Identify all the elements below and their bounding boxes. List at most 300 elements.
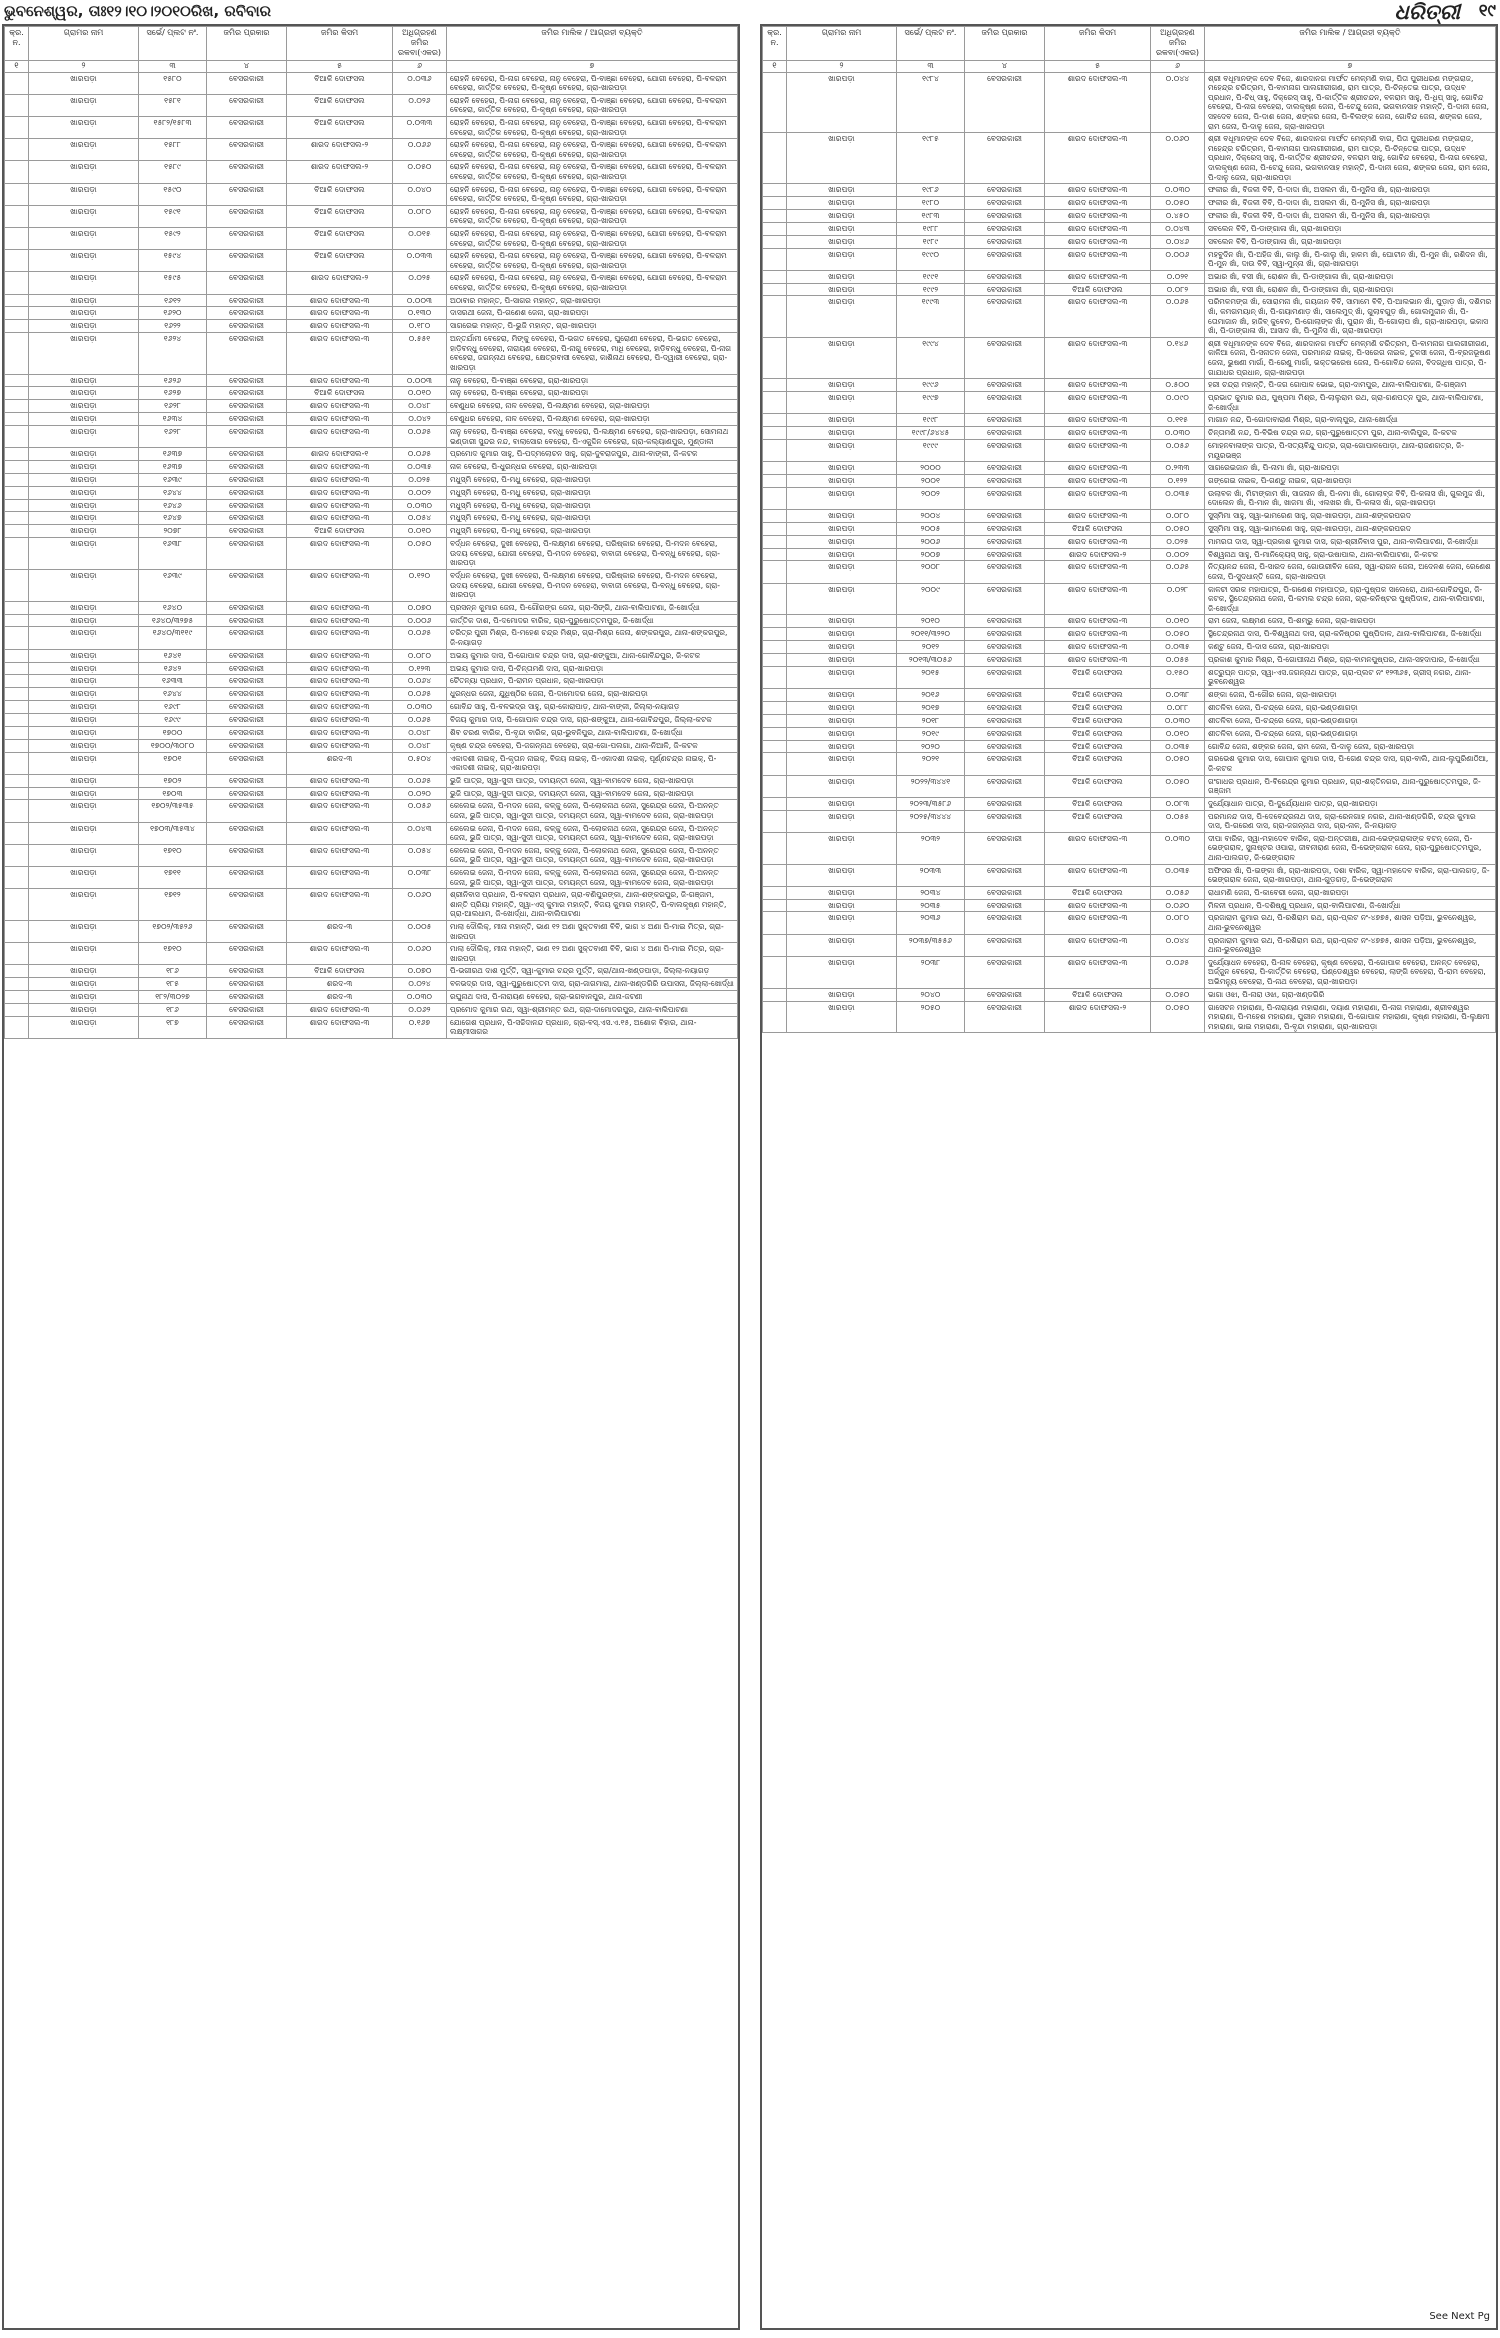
cell-owner: ମଧୁସ୍ମି ବେହେରା, ପି-ମଧୁ ବେହେରା, ଗ୍ରା-ଖାରପଡ଼ା: [447, 512, 738, 525]
cell-land-kind: ଶାରଦ ଦୋଫସଲ-୩: [1045, 641, 1151, 654]
cell-village: ଖାରପଡ଼ା: [787, 899, 897, 912]
cell-land-type: ବେସରକାରୀ: [965, 270, 1045, 283]
cell-land-type: ବେସରକାରୀ: [965, 714, 1045, 727]
table-row: [763, 248, 1496, 270]
table-row: [763, 775, 1496, 797]
col-num: ୩: [139, 60, 207, 72]
next-page-note: See Next Pg: [1429, 2311, 1490, 2322]
cell-serial: [763, 439, 787, 461]
cell-serial: [5, 688, 29, 701]
cell-plot: ୧୫୯୪: [139, 250, 207, 272]
table-row: [5, 117, 738, 139]
cell-plot: ୧୬୯୯: [139, 713, 207, 726]
cell-owner: ରଘୁନାଥ ଦାସ, ପି-ନାରାୟଣ ବେହେରା, ଗ୍ରା-ଭଗବାନପୁର, ଥାନା-ଜଟଣୀ: [447, 991, 738, 1004]
table-row: [763, 535, 1496, 548]
header-owner: ଜମିର ମାଲିକ / ଆଗ୍ରହୀ ବ୍ୟକ୍ତି: [1205, 27, 1496, 61]
cell-serial: [5, 205, 29, 227]
cell-area: ୦.୦୩୫: [1151, 740, 1205, 753]
column-number-row: [5, 60, 738, 72]
cell-land-kind: ଶାରଦ ଦୋଫସଲ-୩: [1045, 72, 1151, 133]
cell-land-type: ବେସରକାରୀ: [965, 296, 1045, 337]
cell-plot: ୧୯୮୦: [897, 197, 965, 210]
cell-land-kind: ଶାରଦ ଦୋଫସଲ-୩: [1045, 615, 1151, 628]
table-row: [5, 866, 738, 888]
cell-land-type: ବେସରକାରୀ: [965, 535, 1045, 548]
cell-land-type: ବେସରକାରୀ: [207, 139, 287, 161]
cell-village: ଖାରପଡ଼ା: [787, 439, 897, 461]
cell-village: ଖାରପଡ଼ା: [787, 615, 897, 628]
cell-area: ୦.୫୦୪: [393, 752, 447, 774]
cell-land-type: ବେସରକାରୀ: [965, 583, 1045, 615]
cell-land-kind: ବିଆଳି ଦୋଫସଲ: [287, 183, 393, 205]
cell-serial: [5, 1003, 29, 1016]
cell-owner: କାର୍ତ୍ତିକ ଦାଶ, ପି-ଦମୋଦର ବାରିକ, ଗ୍ରା-ପୁରୁଷୋତ୍ତମପୁର, ଜି-ଖୋର୍ଦ୍ଧା: [447, 614, 738, 627]
cell-land-kind: ଶାରଦ ଦୋଫସଲ-୩: [287, 400, 393, 413]
cell-land-type: ବେସରକାରୀ: [207, 94, 287, 116]
cell-land-kind: ଶାରଦ ଦୋଫସଲ-୩: [1045, 628, 1151, 641]
cell-owner: ଅନ୍ତର୍ଯାମୀ ବେହେରା, ମିଙ୍କୁ ବେହେରା, ପି-ଭଗତ ବେହେରା, ଘୁରୋଣୀ ବେହେରା, ପି-ଭଗତ ବେହେରା, ହାଡ଼ିବନ୍ଧୁ ବେହେରା, ନାରାୟଣ ବେହେରା, ପି-ନାଗୁ ବେହେରା, ମାଧି ବେହେରା, ହାଡ଼ିବନ୍ଧୁ ବେହେରା, ପି-ନାଗ ବେହେରା, ଜଗନ୍ନାଥ ବେହେରା, କ୍ଷେତ୍ରବାସୀ ବେହେରା, କାଶିନାଥ ବେହେରା, ପି-ଦ୍ୱାରୀ ବେହେରା, ଗ୍ରା-ଖାରପଡ଼ା: [447, 333, 738, 374]
cell-land-type: ବେସରକାରୀ: [207, 117, 287, 139]
cell-land-type: ବେସରକାରୀ: [207, 889, 287, 921]
cell-area: ୦.୧୬୭: [393, 1016, 447, 1038]
cell-plot: ୧୫୯୫: [139, 272, 207, 294]
cell-area: ୦.୦୪୮: [393, 739, 447, 752]
cell-village: ଖାରପଡ଼ା: [787, 561, 897, 583]
cell-village: ଖାରପଡ଼ା: [29, 272, 139, 294]
cell-serial: [763, 248, 787, 270]
cell-owner: ଗରଭେଶ କୁମାର ଦାସ, ଗୋପାଳ କୁମାର ଦାସ, ପି-ଗେଣ ଚନ୍ଦ୍ର ଦାସ, ଗ୍ରା-ବାଲି, ଥାନା-ଲୁପୁରିଣାଠିଆ, ଜି-କଟକ: [1205, 753, 1496, 775]
col-num: ୬: [393, 60, 447, 72]
cell-land-kind: ଶାରଦ ଦୋଫସଲ-୩: [287, 601, 393, 614]
cell-land-type: ବେସରକାରୀ: [965, 337, 1045, 378]
cell-serial: [763, 462, 787, 475]
cell-land-kind: ଶାରଦ ଦୋଫସଲ-୩: [287, 374, 393, 387]
table-row: [763, 701, 1496, 714]
cell-land-kind: ବିଆଳି ଦୋଫସଲ: [287, 205, 393, 227]
cell-owner: ମାମରତା ଦାସ, ସ୍ୱା-ପ୍ରକାଶ କୁମାର ଦାସ, ଗ୍ରା-ଶ୍ରୀନିବାସ ପୁର, ଥାନା-ବାଲିପାଟଣା, ଜି-ଖୋର୍ଦ୍ଧା: [1205, 535, 1496, 548]
cell-serial: [763, 810, 787, 832]
header-area: ଅଧିଗ୍ରହଣ ଜମିର ରକବା(ଏକର): [1151, 27, 1205, 61]
cell-plot: ୨୦୧୨: [897, 641, 965, 654]
cell-land-type: ବେସରକାରୀ: [207, 675, 287, 688]
cell-owner: କେଲେଇ ଜେନା, ପି-ମଦନ ଜେନା, କଳ୍କୁ ଜେନା, ପି-ଲୋକନାଥ ଜେନା, ସୁରେନ୍ଦ୍ର ଜେନା, ପି-ଅନନ୍ତ ଜେନା, ଭୁଜି ପାତ୍ର, ସ୍ୱା-ସୁଦୀ ପାତ୍ର, ଦମୟନ୍ତୀ ଜେନା, ସ୍ୱା-ବାମଦେବ ଜେନା, ଗ୍ରା-ଖାରପଡ଼ା: [447, 844, 738, 866]
cell-owner: ବଳଭଦ୍ର ଦାସ, ସ୍ୱା-ପୁରୁଷୋତ୍ତମ ଦାସ, ଗ୍ରା-ଜାଗମାରା, ଥାନା-ଖଣ୍ଡଗିରି ଉପାସନା, ଜିଲ୍ଲା-ଖୋର୍ଦ୍ଧା: [447, 978, 738, 991]
cell-plot: ୧୬୨୬: [139, 374, 207, 387]
cell-plot: ୧୯୮୮: [897, 222, 965, 235]
cell-land-kind: ବିଆଳି ଦୋଫସଲ: [287, 387, 393, 400]
table-row: [763, 740, 1496, 753]
cell-plot: ୧୬୩୩: [139, 675, 207, 688]
cell-serial: [5, 943, 29, 965]
cell-area: ୦.୦୮୮: [1151, 701, 1205, 714]
cell-land-type: ବେସରକାରୀ: [207, 374, 287, 387]
cell-serial: [5, 601, 29, 614]
cell-owner: ପ୍ରସନ୍ନ କୁମାର ଜେନା, ପି-ଗୌରଙ୍ଗ ଜେନା, ଗ୍ରା-ସିଙ୍ଗି, ଥାନା-ବାଲିପାଟଣା, ଜି-ଖୋର୍ଦ୍ଧା: [447, 601, 738, 614]
cell-land-kind: ଶାରଦ ଦୋଫସଲ-୩: [287, 499, 393, 512]
cell-plot: ୨୦୪୦: [897, 988, 965, 1001]
cell-village: ଖାରପଡ଼ା: [29, 889, 139, 921]
table-row: [5, 662, 738, 675]
table-row: [5, 978, 738, 991]
cell-land-type: ବେସରକାରୀ: [207, 752, 287, 774]
cell-serial: [763, 337, 787, 378]
cell-owner: ଶ୍ରୀନିବାସ ପ୍ରଧାନ, ପି-ବଳରାମ ପ୍ରଧାନ, ଗ୍ରା-ବଣିପୁରଙ୍କା, ଥାନା-ଶଙ୍କରପୁର, ଜି-ଗଞ୍ଜାମ, ଶାନ୍ତି ପ୍ରିୟା ମହାନ୍ତି, ସ୍ୱା-ଏସ୍ କୁମାର ମହାନ୍ତି, ବିଜୟ କୁମାର ମହାନ୍ତି, ପି-ବାଲକୃଷ୍ଣ ମହାନ୍ତି, ଗ୍ରା-ଆଲଧାମ, ଜି-ଖୋର୍ଦ୍ଧା, ଥାନା-ବାଲିପାଟଣା: [447, 889, 738, 921]
cell-plot: ୨୦୧୫: [897, 666, 965, 688]
cell-land-kind: ଶାରଦ ଦୋଫସଲ-୩: [287, 333, 393, 374]
cell-plot: ୧୭୦୨/୩୫୩୫: [139, 800, 207, 822]
cell-owner: ଚିନ୍ତାମଣି ନନ୍ଦ, ପି-ବିଭିଷ ଚନ୍ଦ୍ର ନନ୍ଦ, ଗ୍ରା-ପୁରୁଷୋତ୍ତମ ପୁର, ଥାନା-ବାଲିପୁର, ଜି-କଟକ: [1205, 427, 1496, 440]
cell-area: ୦.୦୧୦: [1151, 727, 1205, 740]
cell-village: ଖାରପଡ଼ା: [787, 72, 897, 133]
cell-village: ଖାରପଡ଼ା: [787, 628, 897, 641]
cell-serial: [5, 320, 29, 333]
cell-village: ଖାରପଡ଼ା: [29, 473, 139, 486]
cell-area: ୦.୦୫୬: [1151, 886, 1205, 899]
table-row: [5, 473, 738, 486]
cell-serial: [5, 822, 29, 844]
cell-land-kind: ଶାରଦ ଦୋଫସଲ-୩: [287, 726, 393, 739]
cell-area: ୦.୦୦୩: [393, 294, 447, 307]
cell-land-type: ବେସରକାରୀ: [207, 294, 287, 307]
cell-land-kind: ଶାରଦ ଦୋଫସଲ-୩: [287, 614, 393, 627]
cell-serial: [5, 486, 29, 499]
cell-area: ୦.୦୯୦: [1151, 392, 1205, 414]
cell-plot: ୧୬୨୮: [139, 425, 207, 447]
cell-plot: ୨୦୩୭/୩୫୫୬: [897, 934, 965, 956]
table-row: [5, 486, 738, 499]
cell-plot: ୧୬୩୭: [139, 461, 207, 474]
cell-land-type: ବେସରକାରୀ: [965, 740, 1045, 753]
cell-land-kind: ଶାରଦ ଦୋଫସଲ-୩: [1045, 414, 1151, 427]
cell-serial: [763, 1001, 787, 1033]
cell-land-kind: ଶାରଦ ଦୋଫସଲ-୩: [1045, 222, 1151, 235]
cell-area: ୦.୦୦୨: [393, 486, 447, 499]
cell-serial: [763, 535, 787, 548]
cell-village: ଖାରପଡ଼ା: [787, 270, 897, 283]
cell-land-type: ବେସରକାରୀ: [207, 307, 287, 320]
cell-area: ୦.୦୬୫: [393, 688, 447, 701]
cell-land-type: ବେସରକାରୀ: [965, 439, 1045, 461]
cell-land-kind: ଶାରଦ ଦୋଫସଲ-୩: [1045, 956, 1151, 988]
cell-village: ଖାରପଡ଼ା: [29, 649, 139, 662]
cell-land-type: ବେସରକାରୀ: [965, 561, 1045, 583]
cell-village: ଖାରପଡ଼ା: [787, 727, 897, 740]
cell-serial: [763, 886, 787, 899]
cell-area: ୦.୦୫୦: [393, 161, 447, 183]
cell-village: ଖାରପଡ଼ା: [29, 448, 139, 461]
cell-serial: [5, 991, 29, 1004]
cell-village: ଖାରପଡ଼ା: [787, 296, 897, 337]
cell-area: ୦.୦୬୫: [1151, 296, 1205, 337]
cell-plot: ୧୭୧୨: [139, 889, 207, 921]
cell-area: ୦.୦୦୬: [1151, 248, 1205, 270]
cell-land-type: ବେସରକାରୀ: [207, 701, 287, 714]
cell-plot: ୧୭୧୦: [139, 844, 207, 866]
cell-land-type: ବେସରକାରୀ: [207, 601, 287, 614]
cell-village: ଖାରପଡ଼ା: [787, 753, 897, 775]
cell-serial: [5, 701, 29, 714]
cell-owner: ଭୁଜି ପାତ୍ର, ସ୍ୱା-ସୁଦୀ ପାତ୍ର, ଦମୟନ୍ତୀ ଜେନା, ସ୍ୱା-ବାମଦେବ ଜେନା, ଗ୍ରା-ଖାରପଡ଼ା: [447, 774, 738, 787]
cell-village: ଖାରପଡ଼ା: [29, 117, 139, 139]
cell-owner: ରୋହନି ବେହେରା, ପି-ନାଗ ବେହେରା, ନାନୁ ବେହେରା, ପି-ବାଞ୍ଛା ବେହେରା, ଯୋଗୀ ବେହେରା, ପି-ବଳରାମ ବେହେରା, କାର୍ତ୍ତିକ ବେହେରା, ପି-କୃଷ୍ଣ ବେହେରା, ଗ୍ରା-ଖାରପଡ଼ା: [447, 161, 738, 183]
table-row: [5, 538, 738, 570]
cell-land-type: ବେସରକାରୀ: [207, 473, 287, 486]
cell-area: ୦.୦୩୦: [393, 701, 447, 714]
cell-land-kind: ଶାରଦ ଦୋଫସଲ-୩: [1045, 561, 1151, 583]
table-row: [763, 510, 1496, 523]
cell-land-type: ବେସରକାରୀ: [207, 726, 287, 739]
cell-serial: [5, 525, 29, 538]
cell-serial: [763, 487, 787, 509]
cell-plot: ୨୦୩୨: [897, 832, 965, 864]
table-row: [5, 205, 738, 227]
table-row: [5, 787, 738, 800]
cell-owner: ବର୍ଦ୍ଧନ ବେହେରା, ଦୁଖୀ ବେହେରା, ପି-ଲକ୍ଷ୍ମଣ ବେହେରା, ପରିଷ୍କାର ବେହେରା, ପି-ମଦନ ବେହେରା, ଉଦୟ ବେହେରା, ଯୋଗୀ ବେହେରା, ପି-ମଦନ ବେହେରା, ବାବାଜୀ ବେହେରା, ପି-ବନ୍ଧୁ ବେହେରା, ଗ୍ରା-ଖାରପଡ଼ା: [447, 569, 738, 601]
cell-area: ୦.୦୬୫: [393, 713, 447, 726]
table-row: [763, 414, 1496, 427]
cell-land-kind: ଶାରଦ ଦୋଫସଲ-୩: [287, 866, 393, 888]
cell-area: ୦.୦୪୩: [393, 822, 447, 844]
cell-owner: ସାଗରେଇ ମହାନ୍ତ, ପି-ଭୁଜି ମହାନ୍ତ, ଗ୍ରା-ଖାରପଡ଼ା: [447, 320, 738, 333]
cell-village: ଖାରପଡ଼ା: [29, 486, 139, 499]
cell-area: ୦.୦୨୪: [393, 978, 447, 991]
cell-village: ଖାରପଡ଼ା: [29, 943, 139, 965]
cell-owner: କଣ୍ଟୁ ଜେନା, ପି-ଦାସ ଜେନା, ଗ୍ରା-ଖାରପଡ଼ା: [1205, 641, 1496, 654]
cell-owner: ଶୀତଳିବା ଜେନା, ପି-ଚନ୍ଦ୍ରେ ଜେନା, ଗ୍ରା-ଭଣ୍ଡଣାଗଡ଼ା: [1205, 701, 1496, 714]
cell-land-type: ବେସରକାରୀ: [207, 688, 287, 701]
cell-land-type: ବେସରକାରୀ: [965, 886, 1045, 899]
cell-village: ଖାରପଡ଼ା: [29, 1003, 139, 1016]
cell-village: ଖାରପଡ଼ା: [29, 413, 139, 426]
cell-owner: କୃଷ୍ଣ ଚନ୍ଦ୍ର ବେହେରା, ପି-ଜଗନ୍ନାଥ ବେହେରା, ଗ୍ରା-ଗୋ-ପଲଗା, ଥାନା-ନିଆଳି, ଜି-କଟକ: [447, 739, 738, 752]
cell-plot: ୧୭୦୨: [139, 774, 207, 787]
table-row: [763, 197, 1496, 210]
right-column: [760, 24, 1498, 2330]
cell-land-kind: ଶାରଦ ଦୋଫସଲ-୩: [287, 787, 393, 800]
cell-land-type: ବେସରକାରୀ: [965, 510, 1045, 523]
cell-serial: [5, 627, 29, 649]
cell-land-kind: ଶାରଦ ଦୋଫସଲ-୨: [287, 139, 393, 161]
cell-area: ୦.୦୧୫: [393, 228, 447, 250]
cell-area: ୦.୦୨୬: [393, 94, 447, 116]
cell-plot: ୧୭୧୦: [139, 943, 207, 965]
cell-plot: ୧୮୨/୩୦୨୭: [139, 991, 207, 1004]
cell-land-type: ବେସରକାରୀ: [965, 475, 1045, 488]
cell-serial: [763, 832, 787, 864]
cell-plot: ୨୦୨୫/୩୪୪୪: [897, 810, 965, 832]
cell-serial: [5, 649, 29, 662]
cell-land-type: ବେସରକାରୀ: [207, 72, 287, 94]
cell-village: ଖାରପଡ଼ା: [787, 775, 897, 797]
cell-village: ଖାରପଡ଼ା: [29, 294, 139, 307]
cell-serial: [763, 270, 787, 283]
cell-owner: ଶ୍ରୀ ବଧୂମାନଙ୍କ ଦେବ ବିଜେ, ଶାରଦାନଗ ମାର୍ଫତ ମେଳ୍ମଣି ବାଗ, ପିତା ପୁରୀଧରଣ ମଙ୍ଗରାଜ, ମହେନ୍ଦ୍ର ଚରିତ୍ରମ, ପି-ବାମନାଗ ପାଲଗୀରୀଗଣ, ରାମ ପାତ୍ର, ପି-ଚିନ୍ତେଇ ପାତ୍ର, ଉଦ୍ଧବ ପ୍ରଧାନ, ପି-ଚିଧ୍ ସାହୁ, ଦିକ୍ରେସ୍ ସାହୁ, ପି-କାର୍ତ୍ତିକ ଶ୍ରୀଚନ୍ଦନ, ବଳରାମ ସାହୁ, ପି-ଧିପ୍ ସାହୁ, ଗୋବିନ୍ଦ ବେହେରା, ପି-ନାଗ ବେହେରା, ଦାଲକୃଷ୍ଣ ଜେନା, ପି-ଟେନ୍ଦୁ ଜେନା, ଭଗବାନସାହ ମହାନ୍ତି, ପି-ଦାନୀ ଜେନା, ସହଦେବ ଜେନା, ପି-ଦାଶ ଜେନା, ଶଙ୍କର ଜେନା, ପି-ବିଲଙ୍କ ଜେନା, ଗୋବିନ୍ଦ ଜେନା, ଶଙ୍କର ଜେନା, ରାମ ଜେନା, ପି-ଦାଳୁ ଜେନା, ଗ୍ରା-ଖାରପଡ଼ା: [1205, 72, 1496, 133]
cell-land-kind: ବିଆଳି ଦୋଫସଲ: [287, 72, 393, 94]
cell-serial: [5, 387, 29, 400]
cell-land-kind: ଶାରଦ ଦୋଫସଲ-୨: [287, 272, 393, 294]
table-row: [5, 448, 738, 461]
cell-village: ଖାରପଡ଼ା: [787, 666, 897, 688]
cell-owner: ଶିବ ଚରଣ ବାରିକ, ପି-ବୃନ୍ଦା ବାରିକ, ଗ୍ରା-ଭୁବନିପୁର, ଥାନା-ବାଲିପାଟଣା, ଜି-ଖୋର୍ଦ୍ଧା: [447, 726, 738, 739]
cell-plot: ୧୫୮୮: [139, 139, 207, 161]
table-row: [763, 392, 1496, 414]
cell-land-type: ବେସରକାରୀ: [965, 392, 1045, 414]
table-row: [5, 374, 738, 387]
cell-land-kind: ଶାରଦ ଦୋଫସଲ-୨: [1045, 1001, 1151, 1033]
cell-owner: ଭୁଜି ପାତ୍ର, ସ୍ୱା-ସୁଦୀ ପାତ୍ର, ଦମୟନ୍ତୀ ଜେନା, ସ୍ୱା-ବାମଦେବ ଜେନା, ଗ୍ରା-ଖାରପଡ଼ା: [447, 787, 738, 800]
cell-serial: [763, 392, 787, 414]
cell-area: ୦.୦୬୫: [1151, 561, 1205, 583]
table-row: [763, 666, 1496, 688]
cell-owner: କାଳଚୀ ସରକ ମହାପାତ୍ର, ପି-ଗଣେଶ ମହାପାତ୍ର, ଗ୍ରା-ପୁଷ୍ପକ ସାଲେରୋ, ଥାନା-ଗୋବିନ୍ଦପୁର, ଜି-କଟକ, ସ୍ଥିତେନ୍ଦ୍ରନାଥ ଜେନା, ପି-କମଲ ଚନ୍ଦ୍ର ଜେନା, ଗ୍ରା-କନିଷ୍ଟର ପୁଷ୍ପିଦାଳ, ଥାନା-ବାଲିପାଟଣା, ଜି-ଖୋର୍ଦ୍ଧା: [1205, 583, 1496, 615]
cell-village: ଖାରପଡ଼ା: [29, 512, 139, 525]
cell-land-type: ବେସରକାରୀ: [207, 228, 287, 250]
cell-owner: ବିଜୟ କୁମାର ଦାସ, ପି-ଗୋପାଳ ଚନ୍ଦ୍ର ଦାସ, ଗ୍ରା-ଶଙ୍କୁଆ, ଥାନା-ଗୋବିନ୍ଦପୁର, ଜିଲ୍ଲା-କଟକ: [447, 713, 738, 726]
table-row: [5, 844, 738, 866]
table-row: [5, 822, 738, 844]
cell-plot: ୧୬୧୨: [139, 294, 207, 307]
cell-plot: ୧୮୬: [139, 965, 207, 978]
header-serial: କ୍ର. ନ.: [763, 27, 787, 61]
cell-land-type: ବେସରକାରୀ: [207, 800, 287, 822]
dateline: ଭୁବନେଶ୍ୱର, ତାଃ୧୨।୧୦।୨୦୧୦ରିଖ, ରବିବାର: [4, 2, 272, 20]
cell-land-type: ବେସରକାରୀ: [207, 978, 287, 991]
left-column: [2, 24, 740, 2330]
table-row: [5, 461, 738, 474]
cell-land-type: ବେସରକାରୀ: [207, 1016, 287, 1038]
table-row: [5, 889, 738, 921]
cell-land-type: ବେସରକାରୀ: [965, 209, 1045, 222]
header-serial: କ୍ର. ନ.: [5, 27, 29, 61]
cell-area: ୦.୦୪୪: [1151, 934, 1205, 956]
cell-serial: [5, 538, 29, 570]
cell-area: ୦.୦୮୦: [1151, 912, 1205, 934]
cell-serial: [5, 400, 29, 413]
cell-land-type: ବେସରକାରୀ: [965, 899, 1045, 912]
cell-land-type: ବେସରକାରୀ: [207, 333, 287, 374]
cell-land-kind: ଶାରଦ ଦୋଫସଲ-୩: [1045, 248, 1151, 270]
cell-area: ୦.୦୩୫: [1151, 487, 1205, 509]
cell-area: ୦.୪୫୦: [1151, 209, 1205, 222]
cell-serial: [763, 628, 787, 641]
table-row: [763, 283, 1496, 296]
table-row: [763, 296, 1496, 337]
table-row: [5, 333, 738, 374]
cell-serial: [763, 934, 787, 956]
cell-serial: [5, 739, 29, 752]
cell-land-type: ବେସରକାରୀ: [207, 538, 287, 570]
cell-land-type: ବେସରକାରୀ: [207, 400, 287, 413]
cell-land-type: ବେସରକାରୀ: [965, 689, 1045, 702]
cell-area: ୦.୦୮୦: [393, 205, 447, 227]
cell-plot: ୨୦୧୭: [897, 701, 965, 714]
cell-land-kind: ବିଆଳି ଦୋଫସଲ: [287, 117, 393, 139]
cell-land-type: ବେସରକାରୀ: [207, 662, 287, 675]
cell-land-kind: ବିଆଳି ଦୋଫସଲ: [1045, 714, 1151, 727]
cell-land-kind: ଶାରଦ ଦୋଫସଲ-୩: [1045, 462, 1151, 475]
cell-serial: [5, 889, 29, 921]
cell-land-kind: ଶାରଦ ଦୋଫସଲ-୩: [1045, 392, 1151, 414]
cell-area: ୦.୧୪୬: [1151, 337, 1205, 378]
cell-plot: ୧୯୯୧: [897, 270, 965, 283]
cell-serial: [5, 726, 29, 739]
cell-land-type: ବେସରକାରୀ: [965, 379, 1045, 392]
cell-plot: ୨୦୦୬: [897, 535, 965, 548]
cell-village: ଖାରପଡ଼ା: [787, 797, 897, 810]
table-row: [763, 753, 1496, 775]
cell-owner: ମାଗାନ ନନ୍ଦ, ପି-ଗୋଦାବାରାଣ ମିଶ୍ର, ଗ୍ରା-ବାଲ୍ପୁର, ଥାନା-ଖୋର୍ଦ୍ଧା: [1205, 414, 1496, 427]
cell-village: ଖାରପଡ଼ା: [29, 139, 139, 161]
cell-plot: ୧୯୮୬: [897, 184, 965, 197]
header-plot: ସର୍ଭେ/ ପ୍ଲଟ ନଂ.: [139, 27, 207, 61]
cell-plot: ୧୬୨୭: [139, 387, 207, 400]
cell-area: ୦.୦୬୫: [393, 774, 447, 787]
cell-serial: [763, 988, 787, 1001]
cell-plot: ୨୦୧୧/୩୨୨୦: [897, 628, 965, 641]
cell-area: ୦.୦୨୫: [393, 272, 447, 294]
cell-land-kind: ଶାରଦ ଦୋଫସଲ-୩: [287, 739, 393, 752]
table-row: [763, 548, 1496, 561]
table-row: [763, 427, 1496, 440]
cell-village: ଖାରପଡ଼ା: [787, 427, 897, 440]
cell-village: ଖାରପଡ଼ା: [29, 662, 139, 675]
cell-plot: ୧୭୦୨/୩୫୨୬: [139, 920, 207, 942]
cell-village: ଖାରପଡ଼ା: [787, 654, 897, 667]
cell-land-kind: ବିଆଳି ଦୋଫସଲ: [1045, 775, 1151, 797]
table-row: [5, 94, 738, 116]
cell-serial: [763, 72, 787, 133]
table-row: [5, 800, 738, 822]
cell-serial: [5, 499, 29, 512]
table-row: [763, 912, 1496, 934]
table-row: [5, 413, 738, 426]
cell-village: ଖାରପଡ଼ା: [787, 235, 897, 248]
cell-owner: ନାନୁ ବେହେରା, ପି-ବାଞ୍ଛା ବେହେରା, ଗ୍ରା-ଖାରପଡ଼ା: [447, 387, 738, 400]
cell-area: ୦.୧୩୦: [393, 307, 447, 320]
header-land-type: ଜମିର ପ୍ରକାର: [965, 27, 1045, 61]
cell-serial: [763, 548, 787, 561]
cell-village: ଖାରପଡ଼ା: [29, 752, 139, 774]
cell-village: ଖାରପଡ଼ା: [29, 183, 139, 205]
newspaper-logo: ଧରିତ୍ରୀ: [1394, 0, 1460, 24]
cell-serial: [763, 775, 787, 797]
header-area: ଅଧିଗ୍ରହଣ ଜମିର ରକବା(ଏକର): [393, 27, 447, 61]
cell-village: ଖାରପଡ଼ା: [29, 374, 139, 387]
table-row: [763, 864, 1496, 886]
cell-owner: ମାଲା ଦୌଲିକ୍, ମୀନା ମହାନ୍ତି, ଭାଣ ୧୨ ଅଣା ସୁକ୍ତବାଣୀ ବିବି, ଭାଗ ୪ ଅଣା ପି-ମାଇ ମିତ୍ର, ଗ୍ରା-ଖାରପଡ଼ା: [447, 943, 738, 965]
cell-owner: ରୋହନି ବେହେରା, ପି-ନାଗ ବେହେରା, ନାନୁ ବେହେରା, ପି-ବାଞ୍ଛା ବେହେରା, ଯୋଗୀ ବେହେରା, ପି-ବଳରାମ ବେହେରା, କାର୍ତ୍ତିକ ବେହେରା, ପି-କୃଷ୍ଣ ବେହେରା, ଗ୍ରା-ଖାରପଡ଼ା: [447, 94, 738, 116]
cell-land-kind: ଶାରଦ ଦୋଫସଲ-୨: [1045, 548, 1151, 561]
cell-area: ୦.୦୨୮: [1151, 583, 1205, 615]
cell-owner: ଶଙ୍କା ଜେନା, ପି-ଗୌର ଜେନା, ଗ୍ରା-ଖାରପଡ଼ା: [1205, 689, 1496, 702]
cell-land-type: ବେସରକାରୀ: [207, 205, 287, 227]
cell-serial: [5, 569, 29, 601]
cell-land-type: ବେସରକାରୀ: [965, 654, 1045, 667]
cell-plot: ୧୬୩୪: [139, 413, 207, 426]
cell-land-kind: ବିଆଳି ଦୋଫସଲ: [287, 965, 393, 978]
cell-plot: ୧୬୨୮: [139, 400, 207, 413]
cell-owner: ନାଳ ବେହେରା, ପି-ଧୁରନ୍ଧର ବେହେରା, ଗ୍ରା-ଖାରପଡ଼ା: [447, 461, 738, 474]
cell-owner: ରୋହନି ବେହେରା, ପି-ନାଗ ବେହେରା, ନାନୁ ବେହେରା, ପି-ବାଞ୍ଛା ବେହେରା, ଯୋଗୀ ବେହେରା, ପି-ବଳରାମ ବେହେରା, କାର୍ତ୍ତିକ ବେହେରା, ପି-କୃଷ୍ଣ ବେହେରା, ଗ୍ରା-ଖାରପଡ଼ା: [447, 228, 738, 250]
cell-area: ୦.୦୦୩: [393, 374, 447, 387]
cell-land-type: ବେସରକାରୀ: [965, 427, 1045, 440]
cell-serial: [763, 740, 787, 753]
cell-owner: ନାନୁ ବେହେରା, ପି-ବାଞ୍ଛା ବେହେରା, ବନ୍ଧୁ ବେହେରା, ପି-ଲକ୍ଷ୍ମଣ ବେହେରା, ଗ୍ରା-ଖାରପଡ଼ା, ସୋମନାଥ ଭଣ୍ଡାରୀ ସୁନ୍ଦର ନନ୍ଦ, ବାଲାସୋର ବେହେରା, ପି-ଏକୁଦ୍ଦିନ ବେହେରା, ଗ୍ରା-କଲ୍ୟାଣପୁର, ମୁଣ୍ଡାଳୀ: [447, 425, 738, 447]
table-row: [5, 320, 738, 333]
cell-owner: ଅଭୟ କୁମାର ଦାସ, ପି-ଗୋପାଳ ଚନ୍ଦ୍ର ଦାସ, ଗ୍ରା-ଶଙ୍କୁଆ, ଥାନା-ଗୋବିନ୍ଦପୁର, ଜି-କଟକ: [447, 649, 738, 662]
cell-serial: [763, 912, 787, 934]
cell-village: ଖାରପଡ଼ା: [787, 912, 897, 934]
